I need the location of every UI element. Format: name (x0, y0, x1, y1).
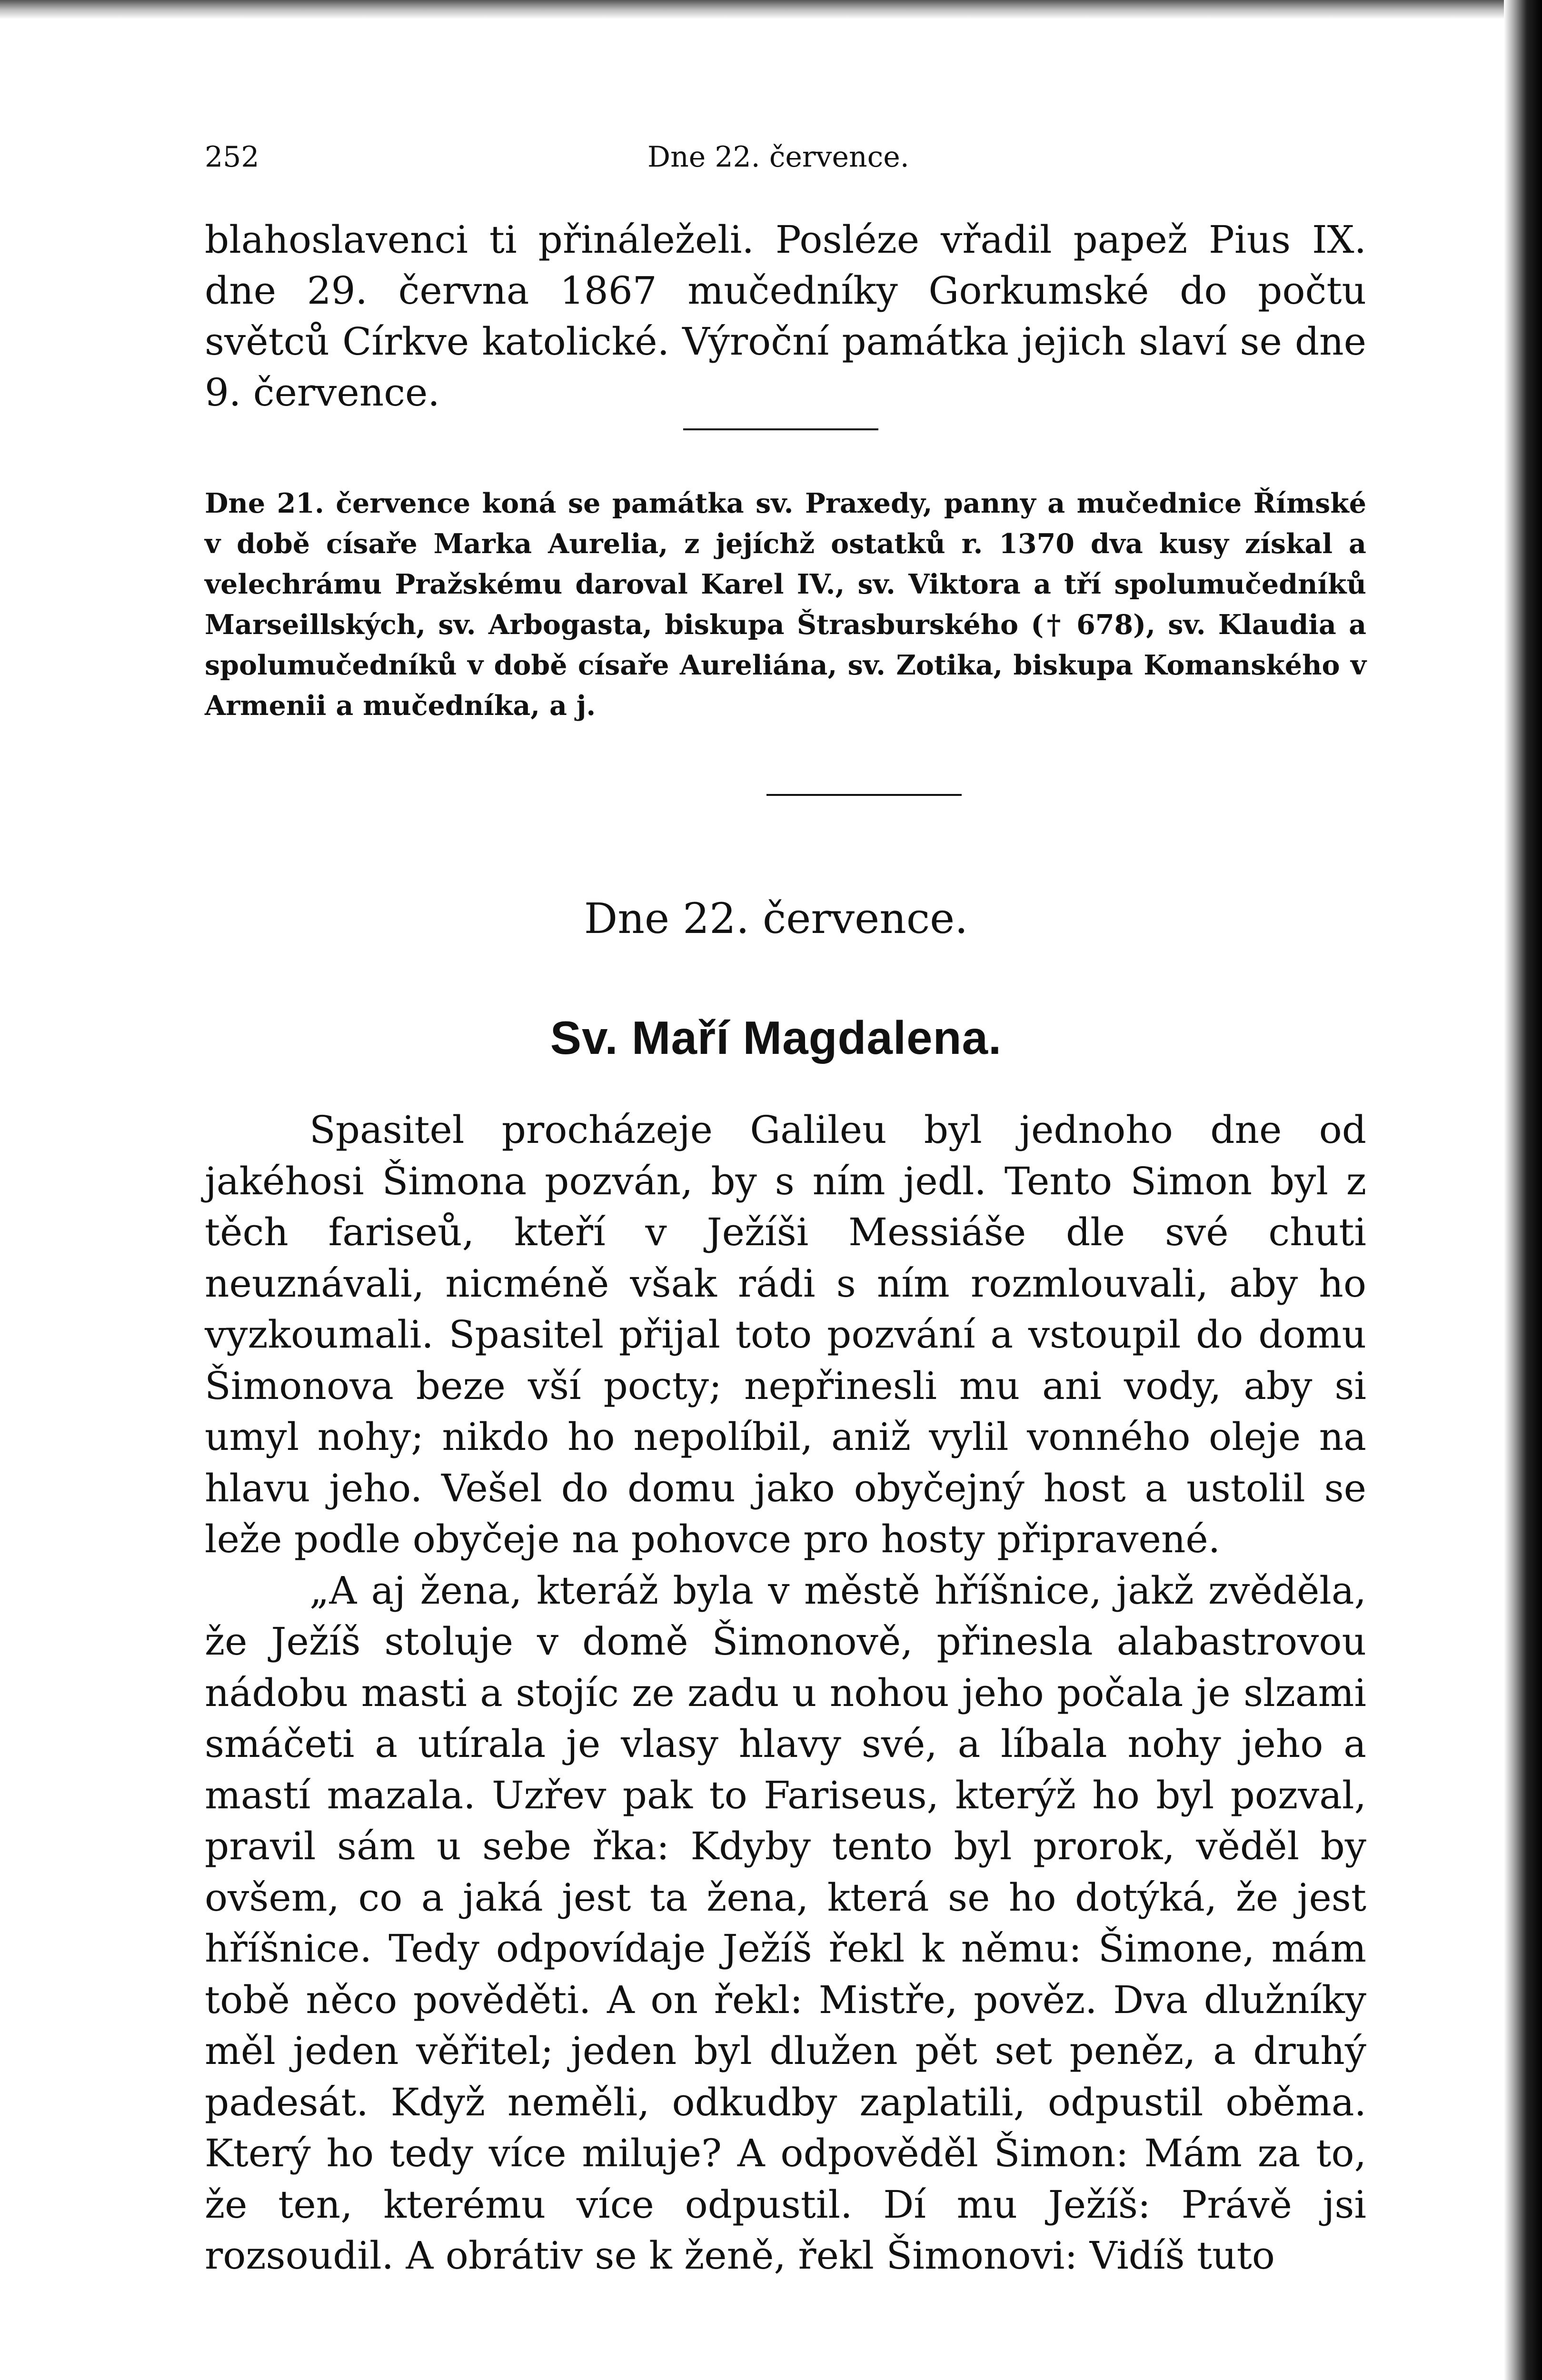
paragraph: „A aj žena, kteráž byla v městě hříšnice, jakž zvěděla, že Ježíš stoluje v domě Šimonově, přinesla alabastrovou nádobu masti a stojíc ze zadu u nohou jeho počala je slzami smáčeti a utírala je vlasy hlavy své, a líbala nohy jeho a mastí mazala. Uzřev pak to Fariseus, kterýž ho byl pozval, pravil sám u sebe řka: Kdyby tento byl prorok, věděl by ovšem, co a jaká jest ta žena, která se ho dotýká, že jest hříšnice. Tedy odpovídaje Ježíš řekl k němu: Šimone, mám tobě něco pověděti. A on řekl: Mistře, pověz. Dva dlužníky měl jeden věřitel; jeden byl dlužen pět set peněz, a druhý padesát. Když neměli, odkudby zaplatili, odpustil oběma. Který ho tedy více miluje? A odpověděl Šimon: Mám za to, že ten, kterému více odpustil. Dí mu Ježíš: Právě jsi rozsoudil. A obrátiv se k ženě, řekl Šimonovi: Vidíš tuto (205, 1568, 1366, 2278)
section-divider (683, 428, 878, 430)
paragraph: Spasitel procházeje Galileu byl jednoho dne od jakéhosi Šimona pozván, by s ním jedl. Tento Simon byl z těch fariseů, kteří v Ježíši Messiáše dle své chuti neuznávali, nicméně však rádi s ním rozmlouvali, aby ho vyzkoumali. Spasitel přijal toto pozvání a vstoupil do domu Šimonova beze vší pocty; nepřinesli mu ani vody, aby si umyl nohy; nikdo ho nepolíbil, aniž vylil vonného oleje na hlavu jeho. Vešel do domu jako obyčejný host a ustolil se leže podle obyčeje na pohovce pro hosty připravené. (205, 1108, 1366, 1561)
running-head (205, 138, 947, 176)
book-page (205, 0, 1366, 2380)
main-text (205, 1104, 1366, 2281)
date-heading: Dne 22. července. (584, 894, 968, 943)
section-divider (766, 794, 962, 796)
scan-shadow-right (1504, 0, 1542, 2380)
page-number: 252 (205, 140, 259, 174)
commemoration-notice: Dne 21. července koná se památka sv. Praxedy, panny a mučednice Římské v době císaře Marka Aurelia, z jejíchž ostatků r. 1370 dva kusy získal a velechrámu Pražskému daroval Karel IV., sv. Viktora a tří spolumučedníků Marseillských, sv. Arbogasta, biskupa Štrasburského († 678), sv. Klaudia a spolumučedníků v době císaře Aureliána, sv. Zotika, biskupa Komanského v Armenii a mučedníka, a j. (205, 487, 1366, 722)
running-title: Dne 22. července. (647, 140, 909, 174)
saint-title: Sv. Maří Magdalena. (550, 1012, 1002, 1064)
previous-entry-text: blahoslavenci ti přináleželi. Posléze vřadil papež Pius IX. dne 29. června 1867 mučedníky Gorkumské do počtu světců Církve katolické. Výroční památka jejich slaví se dne 9. července. (205, 218, 1366, 415)
